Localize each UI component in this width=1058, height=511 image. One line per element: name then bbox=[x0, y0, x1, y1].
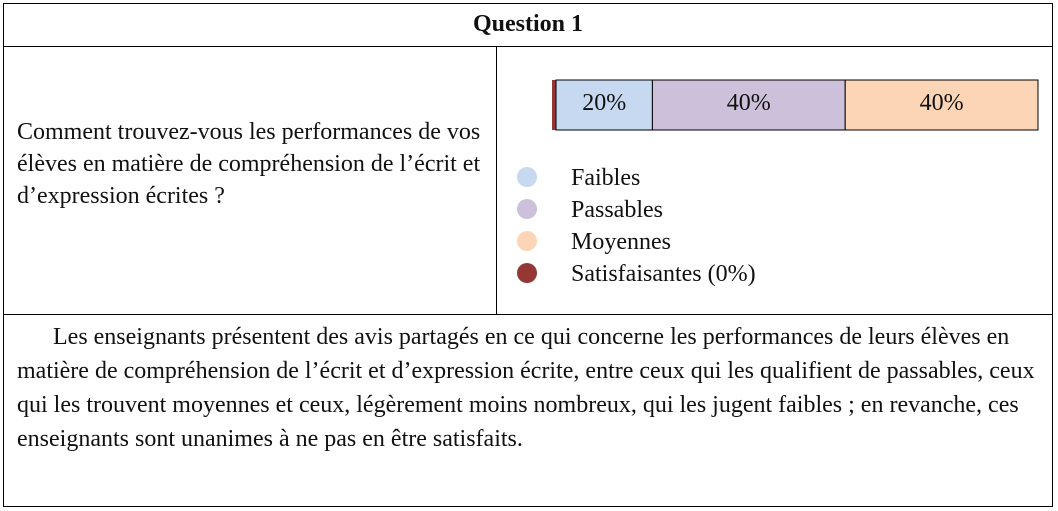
data-label-passables: 40% bbox=[726, 90, 771, 116]
legend-label: Passables bbox=[571, 197, 663, 223]
comment-paragraph: Les enseignants présentent des avis partagés en ce qui concerne les performances de leurs élèves en matière de compréhension de l’écrit et d’expression écrite, entre ceux qui les qualifient de passables, ceux qui les trouvent moyennes et ceux, légèrement moins nombreux, qui les jugent faibles ; en revanche, ces enseignants sont unanimes à ne pas en être satisfaits. bbox=[17, 324, 1035, 452]
legend-swatch bbox=[517, 167, 537, 187]
legend-swatch bbox=[517, 231, 537, 251]
legend-swatch bbox=[517, 263, 537, 283]
chart-area bbox=[497, 47, 1053, 314]
legend-label: Satisfaisantes (0%) bbox=[571, 261, 756, 287]
question-table bbox=[3, 3, 1053, 507]
stacked-bar-chart bbox=[497, 47, 1053, 157]
data-label-moyennes: 40% bbox=[919, 90, 964, 116]
legend-label: Faibles bbox=[571, 165, 641, 191]
table-title: Question 1 bbox=[472, 11, 583, 37]
legend-swatch bbox=[517, 199, 537, 219]
bar-segment-satisfaisantes bbox=[552, 80, 556, 130]
legend-label: Moyennes bbox=[571, 229, 671, 255]
question-text: Comment trouvez-vous les performances de vos élèves en matière de compréhension de l’écrit et d’expression écrites ? bbox=[17, 119, 481, 209]
data-label-faibles: 20% bbox=[582, 90, 627, 116]
comment-divider bbox=[4, 314, 1052, 315]
